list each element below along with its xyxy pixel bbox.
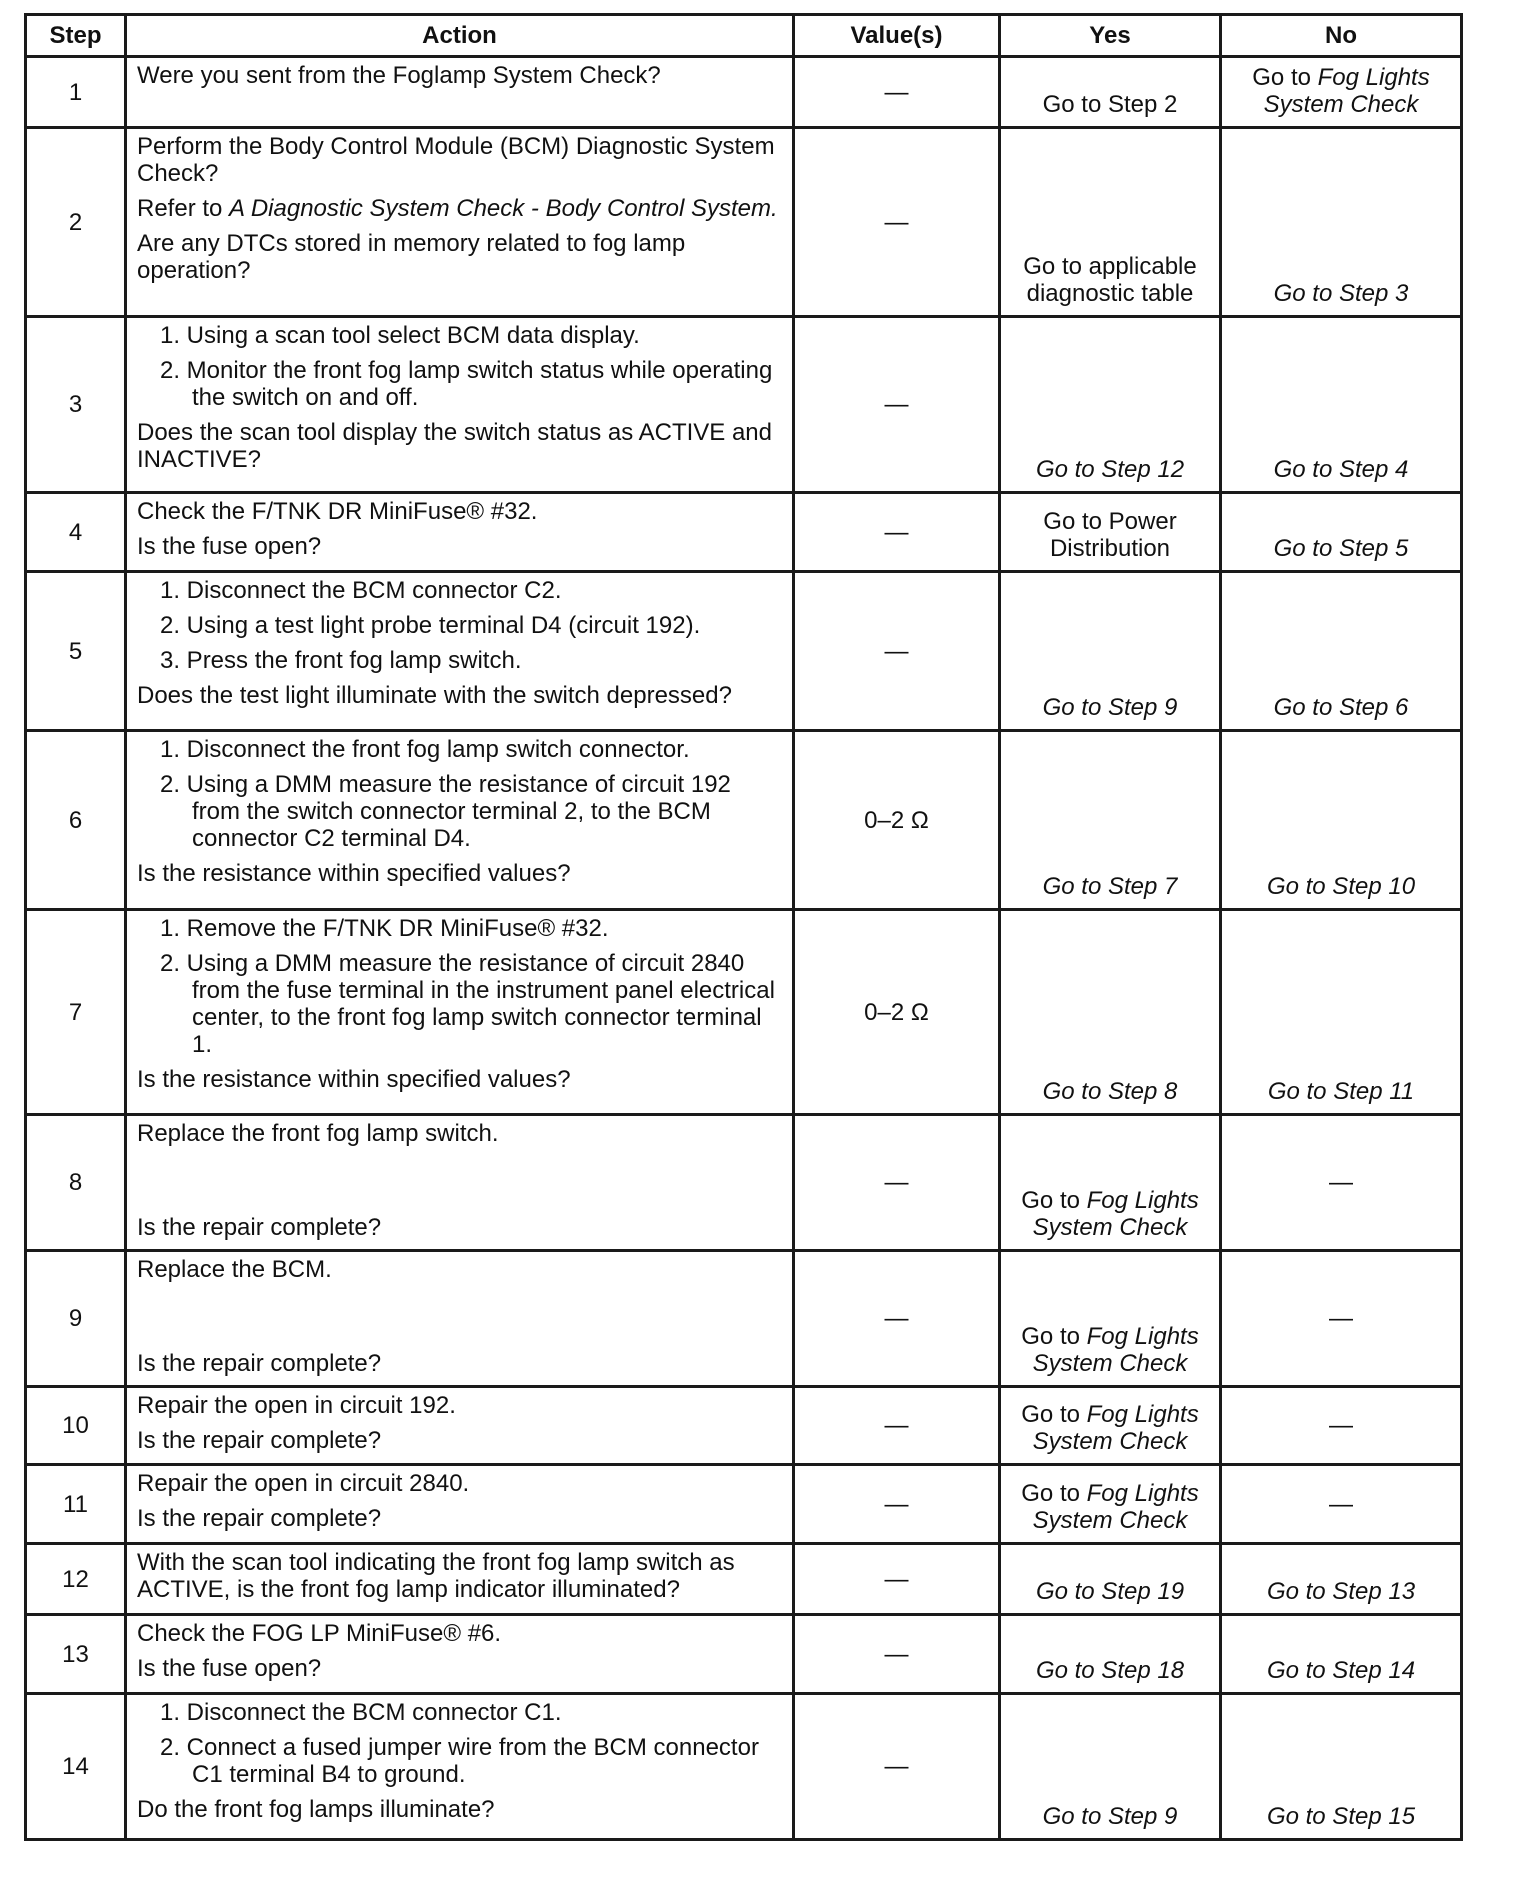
header-values: Value(s) xyxy=(794,15,1000,57)
value-cell: 0–2 Ω xyxy=(794,731,1000,910)
action-question: With the scan tool indicating the front fog lamp switch as ACTIVE, is the front fog lamp indicator illuminated? xyxy=(137,1549,735,1603)
yes-reference: Fog Lights System Check xyxy=(1032,1401,1199,1455)
action-item: 2. Connect a fused jumper wire from the BCM connector C1 terminal B4 to ground. xyxy=(160,1734,759,1788)
action-item: 1. Disconnect the front fog lamp switch connector. xyxy=(160,736,690,763)
yes-reference: Go to Step 19 xyxy=(1035,1578,1185,1605)
value-cell: — xyxy=(794,1694,1000,1840)
no-cell xyxy=(1221,493,1462,572)
header-step: Step xyxy=(26,15,126,57)
no-cell: — xyxy=(1221,1387,1462,1465)
table-row xyxy=(26,317,1462,493)
no-cell xyxy=(1221,910,1462,1115)
action-cell xyxy=(126,1544,794,1615)
no-reference: Go to Step 6 xyxy=(1273,694,1409,721)
no-cell: — xyxy=(1221,1115,1462,1251)
value-cell: — xyxy=(794,317,1000,493)
table-row xyxy=(26,731,1462,910)
step-number: 10 xyxy=(26,1387,126,1465)
action-cell xyxy=(126,317,794,493)
no-cell: — xyxy=(1221,1251,1462,1387)
step-number: 1 xyxy=(26,57,126,128)
no-reference: Go to Step 13 xyxy=(1266,1578,1416,1605)
no-cell xyxy=(1221,128,1462,317)
yes-cell xyxy=(1000,910,1221,1115)
header-row xyxy=(26,15,1462,57)
action-question: Do the front fog lamps illuminate? xyxy=(137,1796,495,1823)
no-cell xyxy=(1221,317,1462,493)
no-cell xyxy=(1221,1694,1462,1840)
yes-reference: Fog Lights System Check xyxy=(1032,1480,1199,1534)
no-cell xyxy=(1221,1544,1462,1615)
action-question: Is the repair complete? xyxy=(137,1427,382,1454)
header-yes: Yes xyxy=(1000,15,1221,57)
step-number: 6 xyxy=(26,731,126,910)
yes-cell: Go to Power Distribution xyxy=(1000,493,1221,572)
reference-prefix: Refer to xyxy=(137,195,223,222)
action-item: 3. Press the front fog lamp switch. xyxy=(160,647,522,674)
value-cell: — xyxy=(794,493,1000,572)
yes-cell xyxy=(1000,1694,1221,1840)
header-no: No xyxy=(1221,15,1462,57)
yes-cell xyxy=(1000,317,1221,493)
action-item: 1. Disconnect the BCM connector C2. xyxy=(160,577,562,604)
action-line: Were you sent from the Foglamp System Check? xyxy=(137,62,661,89)
no-reference: Go to Step 14 xyxy=(1266,1657,1416,1684)
action-line: Replace the BCM. xyxy=(137,1256,332,1283)
step-number: 11 xyxy=(26,1465,126,1544)
action-question: Are any DTCs stored in memory related to fog lamp operation? xyxy=(137,230,686,284)
yes-cell: Go to Step 2 xyxy=(1000,57,1221,128)
action-question: Is the fuse open? xyxy=(137,533,322,560)
yes-cell xyxy=(1000,1387,1221,1465)
no-cell xyxy=(1221,57,1462,128)
value-cell: — xyxy=(794,1115,1000,1251)
table-row xyxy=(26,1115,1462,1251)
value-cell: — xyxy=(794,1251,1000,1387)
no-reference: Go to Step 4 xyxy=(1273,456,1409,483)
no-reference: Go to Step 3 xyxy=(1273,280,1409,307)
action-cell xyxy=(126,57,794,128)
no-reference: Fog Lights System Check xyxy=(1263,64,1430,118)
yes-cell xyxy=(1000,1115,1221,1251)
action-question: Is the repair complete? xyxy=(137,1505,382,1532)
value-cell: 0–2 Ω xyxy=(794,910,1000,1115)
action-question: Does the scan tool display the switch status as ACTIVE and INACTIVE? xyxy=(137,419,772,473)
yes-prefix: Go to xyxy=(1021,1480,1080,1507)
action-line: Repair the open in circuit 192. xyxy=(137,1392,456,1419)
diagnostic-table xyxy=(24,13,1463,1841)
action-question: Does the test light illuminate with the switch depressed? xyxy=(137,682,732,709)
no-cell xyxy=(1221,1615,1462,1694)
table-row xyxy=(26,1465,1462,1544)
action-item: 2. Using a DMM measure the resistance of circuit 192 from the switch connector terminal 2, to the BCM connector C2 terminal D4. xyxy=(160,771,731,852)
action-line: Repair the open in circuit 2840. xyxy=(137,1470,470,1497)
value-cell: — xyxy=(794,57,1000,128)
action-cell xyxy=(126,910,794,1115)
table-row xyxy=(26,572,1462,731)
step-number: 8 xyxy=(26,1115,126,1251)
action-item: 2. Monitor the front fog lamp switch status while operating the switch on and off. xyxy=(160,357,773,411)
step-number: 12 xyxy=(26,1544,126,1615)
no-cell xyxy=(1221,731,1462,910)
action-question: Is the resistance within specified values? xyxy=(137,1066,571,1093)
step-number: 7 xyxy=(26,910,126,1115)
action-item: 2. Using a DMM measure the resistance of circuit 2840 from the fuse terminal in the instrument panel electrical center, to the front fog lamp switch connector terminal 1. xyxy=(160,950,775,1058)
no-prefix: Go to xyxy=(1252,64,1311,91)
action-question: Is the repair complete? xyxy=(137,1214,382,1241)
yes-cell: Go to applicable diagnostic table xyxy=(1000,128,1221,317)
value-cell: — xyxy=(794,1615,1000,1694)
diagnostic-document xyxy=(24,13,1460,1841)
no-reference: Go to Step 5 xyxy=(1273,535,1409,562)
action-line: Check the FOG LP MiniFuse® #6. xyxy=(137,1620,502,1647)
header-action: Action xyxy=(126,15,794,57)
yes-reference: Go to Step 7 xyxy=(1042,873,1178,900)
action-question: Is the repair complete? xyxy=(137,1350,382,1377)
action-cell xyxy=(126,731,794,910)
no-reference: Go to Step 10 xyxy=(1266,873,1416,900)
action-item: 1. Disconnect the BCM connector C1. xyxy=(160,1699,562,1726)
step-number: 5 xyxy=(26,572,126,731)
action-line: Perform the Body Control Module (BCM) Diagnostic System Check? xyxy=(137,133,775,187)
table-row xyxy=(26,1694,1462,1840)
yes-cell xyxy=(1000,572,1221,731)
yes-reference: Fog Lights System Check xyxy=(1032,1323,1199,1377)
yes-cell xyxy=(1000,1615,1221,1694)
yes-cell xyxy=(1000,1251,1221,1387)
action-cell xyxy=(126,128,794,317)
yes-cell xyxy=(1000,1544,1221,1615)
yes-reference: Go to Step 12 xyxy=(1035,456,1185,483)
action-question: Is the resistance within specified values? xyxy=(137,860,571,887)
yes-reference: Go to Step 8 xyxy=(1042,1078,1178,1105)
reference-title: A Diagnostic System Check - Body Control System. xyxy=(229,195,778,222)
action-cell xyxy=(126,1465,794,1544)
action-line: Replace the front fog lamp switch. xyxy=(137,1120,499,1147)
value-cell: — xyxy=(794,572,1000,731)
table-row xyxy=(26,1544,1462,1615)
table-row xyxy=(26,128,1462,317)
step-number: 14 xyxy=(26,1694,126,1840)
action-cell xyxy=(126,1615,794,1694)
no-reference: Go to Step 15 xyxy=(1266,1803,1416,1830)
action-item: 2. Using a test light probe terminal D4 (circuit 192). xyxy=(160,612,701,639)
action-cell xyxy=(126,1115,794,1251)
step-number: 4 xyxy=(26,493,126,572)
table-row xyxy=(26,493,1462,572)
table-row xyxy=(26,57,1462,128)
action-line: Check the F/TNK DR MiniFuse® #32. xyxy=(137,498,538,525)
table-row xyxy=(26,1251,1462,1387)
yes-reference: Fog Lights System Check xyxy=(1032,1187,1199,1241)
no-reference: Go to Step 11 xyxy=(1267,1078,1415,1105)
action-line xyxy=(137,195,782,222)
action-cell xyxy=(126,1387,794,1465)
no-cell xyxy=(1221,572,1462,731)
action-cell xyxy=(126,1251,794,1387)
action-cell xyxy=(126,1694,794,1840)
no-cell: — xyxy=(1221,1465,1462,1544)
step-number: 2 xyxy=(26,128,126,317)
value-cell: — xyxy=(794,1544,1000,1615)
step-number: 9 xyxy=(26,1251,126,1387)
yes-cell xyxy=(1000,1465,1221,1544)
yes-prefix: Go to xyxy=(1021,1323,1080,1350)
table-row xyxy=(26,910,1462,1115)
table-row xyxy=(26,1387,1462,1465)
value-cell: — xyxy=(794,128,1000,317)
step-number: 3 xyxy=(26,317,126,493)
action-question: Is the fuse open? xyxy=(137,1655,322,1682)
yes-prefix: Go to xyxy=(1021,1187,1080,1214)
action-cell xyxy=(126,572,794,731)
value-cell: — xyxy=(794,1465,1000,1544)
action-item: 1. Remove the F/TNK DR MiniFuse® #32. xyxy=(160,915,609,942)
yes-prefix: Go to xyxy=(1021,1401,1080,1428)
table-row xyxy=(26,1615,1462,1694)
yes-reference: Go to Step 9 xyxy=(1042,1803,1178,1830)
value-cell: — xyxy=(794,1387,1000,1465)
yes-reference: Go to Step 18 xyxy=(1035,1657,1185,1684)
yes-reference: Go to Step 9 xyxy=(1042,694,1178,721)
action-cell xyxy=(126,493,794,572)
step-number: 13 xyxy=(26,1615,126,1694)
action-item: 1. Using a scan tool select BCM data display. xyxy=(160,322,640,349)
yes-cell xyxy=(1000,731,1221,910)
